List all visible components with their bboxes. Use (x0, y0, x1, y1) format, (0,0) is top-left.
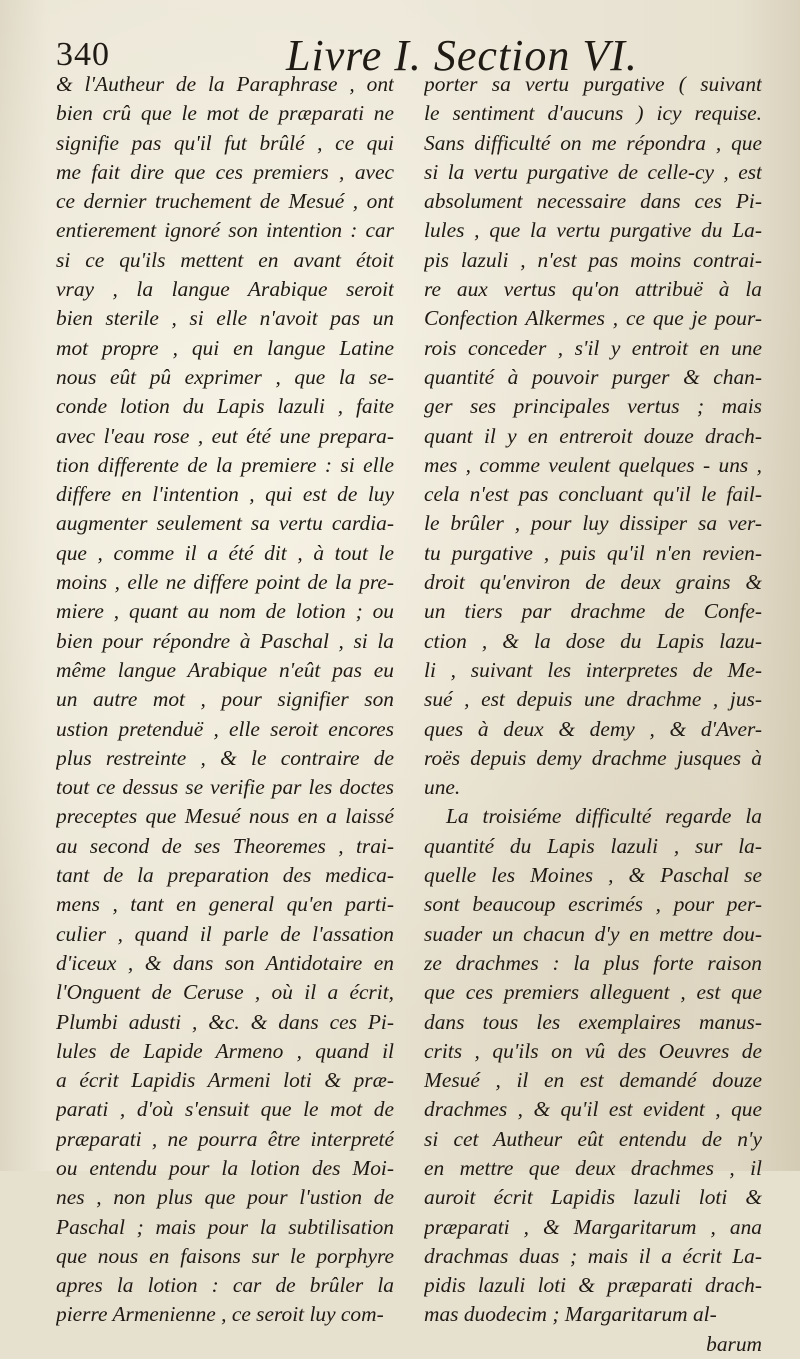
text-line: roës depuis demy drachme jusques à (424, 745, 762, 770)
text-line: entierement ignoré son intention : car (56, 218, 394, 243)
text-line: une. (424, 775, 461, 800)
text-line: re aux vertus qu'on attribuë à la (424, 277, 762, 302)
text-line: au second de ses Theoremes , trai- (56, 833, 394, 858)
text-line: sué , est depuis une drachme , jus- (424, 687, 762, 712)
text-line: tu purgative , puis qu'il n'en revien- (424, 540, 762, 565)
text-line: Confection Alkermes , ce que je pour- (424, 306, 762, 331)
text-line: avec l'eau rose , eut été une prepara- (56, 423, 394, 448)
text-line: a écrit Lapidis Armeni loti & præ- (56, 1068, 394, 1093)
right-text-column (424, 70, 762, 1359)
text-line: differe en l'intention , qui est de luy (56, 482, 394, 507)
text-line: l'Onguent de Ceruse , où il a écrit, (56, 980, 394, 1005)
text-line: apres la lotion : car de brûler la (56, 1273, 394, 1298)
text-line: que ces premiers alleguent , est que (424, 980, 762, 1005)
text-line: tion differente de la premiere : si elle (56, 452, 394, 477)
text-line: parati , d'où s'ensuit que le mot de (56, 1097, 394, 1122)
text-line: mens , tant en general qu'en parti- (56, 892, 394, 917)
text-line: pierre Armenienne , ce seroit luy com- (56, 1302, 384, 1327)
text-line: augmenter seulement sa vertu cardia- (56, 511, 394, 536)
text-line: li , suivant les interpretes de Me- (424, 657, 762, 682)
text-line: plus restreinte , & le contraire de (56, 745, 394, 770)
text-line: si la vertu purgative de celle-cy , est (424, 159, 762, 184)
text-line: un autre mot , pour signifier son (56, 687, 394, 712)
text-line: dans tous les exemplaires manus- (424, 1009, 762, 1034)
text-line: suader un chacun d'y en mettre dou- (424, 921, 762, 946)
text-line: même langue Arabique n'eût pas eu (56, 657, 394, 682)
text-line: ques à deux & demy , & d'Aver- (424, 716, 762, 741)
left-text-column (56, 70, 394, 1330)
text-line: si ce qu'ils mettent en avant étoit (56, 247, 394, 272)
text-line: ze drachmes : la plus forte raison (424, 950, 762, 975)
page-number: 340 (56, 36, 110, 73)
text-line: cela n'est pas concluant qu'il le fail- (424, 482, 762, 507)
text-line: præparati , & Margaritarum , ana (424, 1214, 762, 1239)
text-line: ger ses principales vertus ; mais (424, 394, 762, 419)
text-line: porter sa vertu purgative ( suivant (424, 72, 762, 96)
text-line: Paschal ; mais pour la subtilisation (56, 1214, 394, 1239)
text-line: quantité du Lapis lazuli , sur la- (424, 833, 762, 858)
text-line: Plumbi adusti , &c. & dans ces Pi- (56, 1009, 394, 1034)
text-line: La troisiéme difficulté regarde la (446, 804, 762, 829)
text-line: absolument necessaire dans ces Pi- (424, 189, 762, 214)
text-line: nous eût pû exprimer , que la se- (56, 364, 394, 389)
text-line: preceptes que Mesué nous en a laissé (56, 804, 394, 829)
text-line: nes , non plus que pour l'ustion de (56, 1185, 394, 1210)
text-line: drachmes , & qu'il est evident , que (424, 1097, 762, 1122)
running-head: Livre I. Section VI. (286, 31, 638, 80)
text-line: Mesué , il en est demandé douze (424, 1068, 762, 1093)
text-line: pidis lazuli loti & præparati drach- (424, 1273, 762, 1298)
text-line: tant de la preparation des medica- (56, 863, 394, 888)
text-line: ustion pretenduë , elle seroit encores (56, 716, 394, 741)
text-line: moins , elle ne differe point de la pre- (56, 570, 394, 595)
text-line: bien crû que le mot de præparati ne (56, 101, 394, 126)
text-line: Sans difficulté on me répondra , que (424, 130, 762, 155)
text-line: miere , quant au nom de lotion ; ou (56, 599, 394, 624)
text-line: signifie pas qu'il fut brûlé , ce qui (56, 130, 394, 155)
text-line: un tiers par drachme de Confe- (424, 599, 762, 624)
text-line: le brûler , pour luy dissiper sa ver- (424, 511, 762, 536)
text-line: & l'Autheur de la Paraphrase , ont (56, 72, 394, 96)
text-line: sont beaucoup escrimés , pour per- (424, 892, 762, 917)
text-line: en mettre que deux drachmes , il (424, 1155, 762, 1180)
text-line: droit qu'environ de deux grains & (424, 570, 762, 595)
text-line: præparati , ne pourra être interpreté (56, 1126, 394, 1151)
text-line: lules , que la vertu purgative du La- (424, 218, 762, 243)
text-line: si cet Autheur eût entendu de n'y (424, 1126, 762, 1151)
text-line: drachmas duas ; mais il a écrit La- (424, 1243, 762, 1268)
text-line: mas duodecim ; Margaritarum al- (424, 1302, 717, 1327)
text-line: lules de Lapide Armeno , quand il (56, 1038, 394, 1063)
text-line: rois conceder , s'il y entroit en une (424, 335, 762, 360)
text-line: quelle les Moines , & Paschal se (424, 863, 762, 888)
text-line: quantité à pouvoir purger & chan- (424, 364, 762, 389)
text-line: que nous en faisons sur le porphyre (56, 1243, 394, 1268)
text-line: culier , quand il parle de l'assation (56, 921, 394, 946)
text-line: mes , comme veulent quelques - uns , (424, 452, 762, 477)
text-line: tout ce dessus se verifie par les doctes (56, 775, 394, 800)
text-line: bien pour répondre à Paschal , si la (56, 628, 394, 653)
text-line: d'iceux , & dans son Antidotaire en (56, 950, 394, 975)
text-line: conde lotion du Lapis lazuli , faite (56, 394, 394, 419)
text-line: pis lazuli , n'est pas moins contrai- (424, 247, 762, 272)
text-line: ou entendu pour la lotion des Moi- (56, 1155, 394, 1180)
text-line: quant il y en entreroit douze drach- (424, 423, 762, 448)
text-line: ce dernier truchement de Mesué , ont (56, 189, 394, 214)
text-line: mot propre , qui en langue Latine (56, 335, 394, 360)
text-line: auroit écrit Lapidis lazuli loti & (424, 1185, 762, 1210)
text-line: vray , la langue Arabique seroit (56, 277, 394, 302)
text-line: que , comme il a été dit , à tout le (56, 540, 394, 565)
text-line: le sentiment d'aucuns ) icy requise. (424, 101, 762, 126)
text-line: ction , & la dose du Lapis lazu- (424, 628, 762, 653)
text-line: me fait dire que ces premiers , avec (56, 159, 394, 184)
text-line: bien sterile , si elle n'avoit pas un (56, 306, 394, 331)
text-line: barum (706, 1331, 762, 1356)
text-line: crits , qu'ils on vû des Oeuvres de (424, 1038, 762, 1063)
